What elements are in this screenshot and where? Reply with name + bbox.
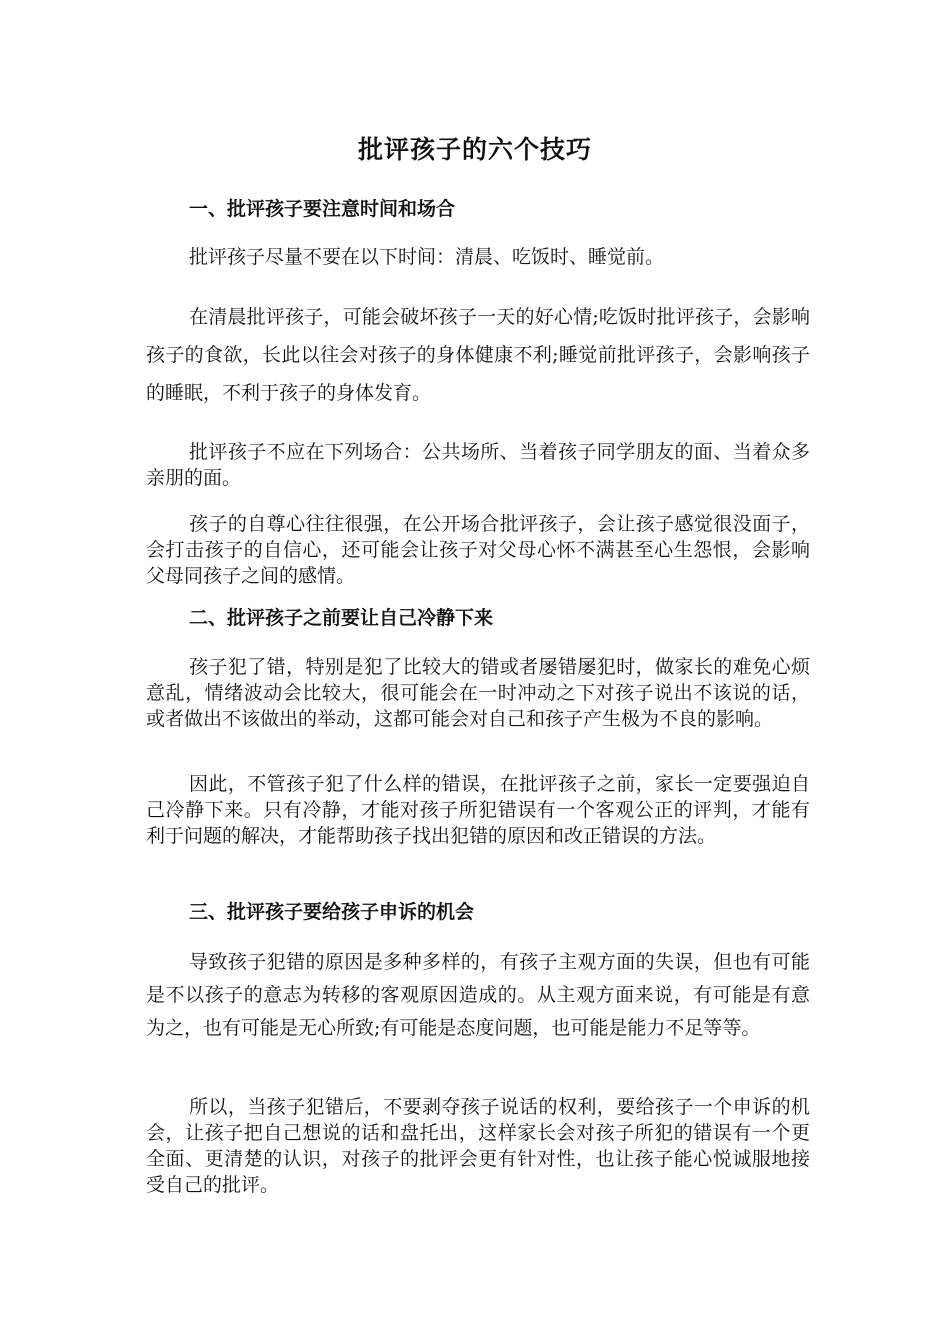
paragraph-1-1: 批评孩子尽量不要在以下时间：清晨、吃饭时、睡觉前。 [189,246,665,268]
paragraph-2-2: 因此，不管孩子犯了什么样的错误，在批评孩子之前，家长一定要强迫自己冷静下来。只有冷静，才能对孩子所犯错误有一个客观公正的评判，才能有利于问题的解决，才能帮助孩子找出犯错的原因和改正错误的方法。 [146,773,810,847]
paragraph-3-1: 导致孩子犯错的原因是多种多样的，有孩子主观方面的失误，但也有可能是不以孩子的意志为转移的客观原因造成的。从主观方面来说，有可能是有意为之，也有可能是无心所致;有可能是态度问题，也可能是能力不足等等。 [146,951,810,1039]
paragraph-1-3: 批评孩子不应在下列场合：公共场所、当着孩子同学朋友的面、当着众多亲朋的面。 [146,441,810,489]
section-heading-3: 三、批评孩子要给孩子申诉的机会 [189,901,475,923]
paragraph-3-2: 所以，当孩子犯错后，不要剥夺孩子说话的权利，要给孩子一个申诉的机会，让孩子把自己想说的话和盘托出，这样家长会对孩子所犯的错误有一个更全面、更清楚的认识，对孩子的批评会更有针对性，也让孩子能心悦诚服地接受自己的批评。 [146,1096,810,1196]
paragraph-1-2: 在清晨批评孩子，可能会破坏孩子一天的好心情;吃饭时批评孩子，会影响孩子的食欲，长此以往会对孩子的身体健康不利;睡觉前批评孩子，会影响孩子的睡眠，不利于孩子的身体发育。 [146,306,810,404]
paragraph-2-1: 孩子犯了错，特别是犯了比较大的错或者屡错屡犯时，做家长的难免心烦意乱，情绪波动会比较大，很可能会在一时冲动之下对孩子说出不该说的话，或者做出不该做出的举动，这都可能会对自己和孩子产生极为不良的影响。 [146,656,810,730]
paragraph-1-4: 孩子的自尊心往往很强，在公开场合批评孩子，会让孩子感觉很没面子，会打击孩子的自信心，还可能会让孩子对父母心怀不满甚至心生怨恨，会影响父母同孩子之间的感情。 [146,513,810,587]
section-heading-1: 一、批评孩子要注意时间和场合 [189,198,456,220]
document-title: 批评孩子的六个技巧 [357,135,592,164]
section-heading-2: 二、批评孩子之前要让自己冷静下来 [189,607,494,629]
